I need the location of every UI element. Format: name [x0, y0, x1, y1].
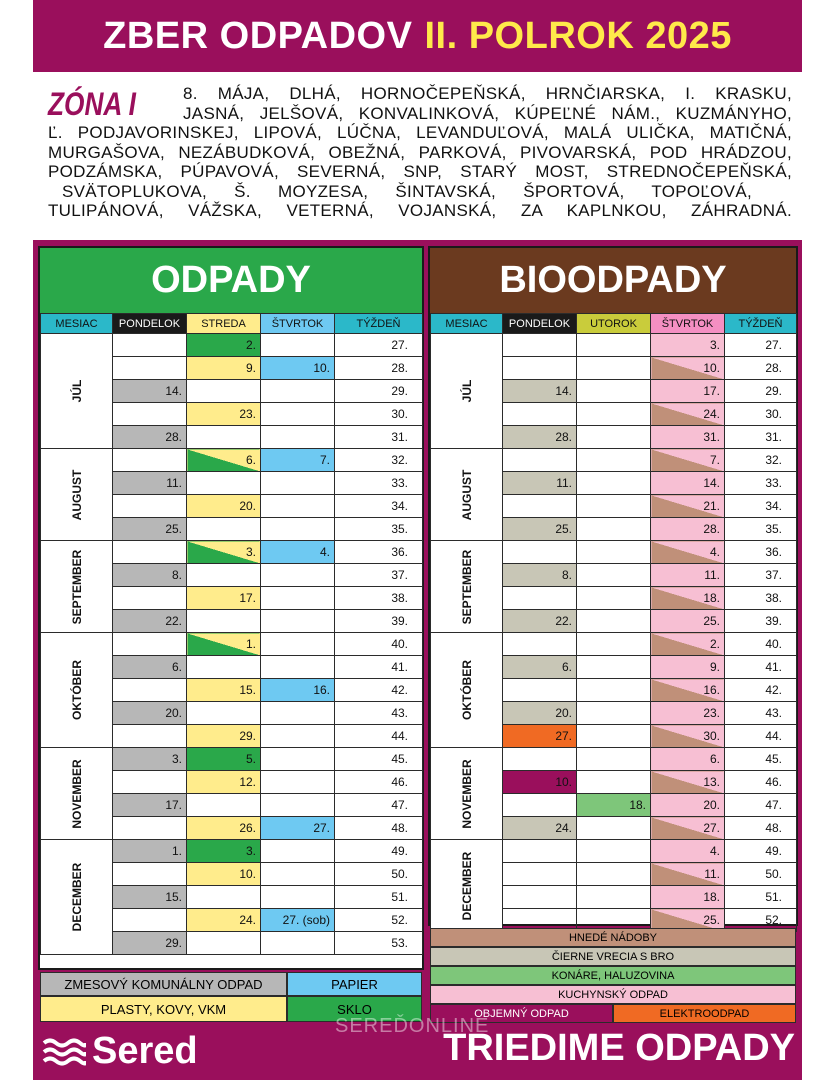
table-row	[41, 449, 423, 472]
date-cell	[187, 426, 261, 449]
date-cell	[187, 472, 261, 495]
date-cell	[577, 840, 651, 863]
date-cell	[187, 564, 261, 587]
date-cell: 23.	[651, 702, 725, 725]
month-label: AUGUST	[41, 449, 113, 541]
date-cell: 10.	[651, 357, 725, 380]
header-title: ZBER ODPADOV	[103, 14, 413, 57]
date-cell: 5.	[187, 748, 261, 771]
date-cell	[577, 541, 651, 564]
date-cell: 11.	[503, 472, 577, 495]
date-cell	[187, 518, 261, 541]
date-cell: 3.	[187, 541, 261, 564]
street-list	[48, 84, 792, 221]
week-cell: 45.	[725, 748, 797, 771]
odpady-table	[40, 313, 423, 955]
week-cell: 50.	[725, 863, 797, 886]
week-cell: 32.	[335, 449, 423, 472]
date-cell: 22.	[113, 610, 187, 633]
date-cell: 16.	[651, 679, 725, 702]
week-cell: 51.	[335, 886, 423, 909]
date-cell	[577, 679, 651, 702]
week-cell: 36.	[335, 541, 423, 564]
date-cell: 6.	[651, 748, 725, 771]
date-cell: 9.	[651, 656, 725, 679]
date-cell: 4.	[261, 541, 335, 564]
week-cell: 30.	[725, 403, 797, 426]
watermark: SEREĎONLINE	[335, 1015, 490, 1037]
week-cell: 38.	[335, 587, 423, 610]
week-cell: 52.	[725, 909, 797, 932]
date-cell	[261, 656, 335, 679]
date-cell	[113, 679, 187, 702]
date-cell: 25.	[651, 909, 725, 932]
week-cell: 33.	[335, 472, 423, 495]
legend-black-bags: ČIERNE VRECIA S BRO	[430, 947, 796, 966]
column-header: TÝŽDEŇ	[335, 314, 423, 334]
date-cell: 25.	[503, 518, 577, 541]
week-cell: 40.	[725, 633, 797, 656]
column-header: ŠTVRTOK	[261, 314, 335, 334]
date-cell	[577, 886, 651, 909]
date-cell	[261, 863, 335, 886]
week-cell: 32.	[725, 449, 797, 472]
date-cell: 10.	[503, 771, 577, 794]
date-cell	[503, 886, 577, 909]
street-line: MURGAŠOVA, NEZÁBUDKOVÁ, OBEŽNÁ, PARKOVÁ, PIVOVARSKÁ, POD HRÁDZOU,	[48, 142, 792, 162]
month-label: JÚL	[41, 334, 113, 449]
date-cell	[187, 886, 261, 909]
date-cell: 24.	[503, 817, 577, 840]
date-cell: 11.	[651, 863, 725, 886]
date-cell	[577, 380, 651, 403]
date-cell: 25.	[113, 518, 187, 541]
date-cell	[261, 380, 335, 403]
date-cell: 18.	[651, 587, 725, 610]
date-cell	[577, 748, 651, 771]
date-cell	[577, 449, 651, 472]
date-cell: 30.	[651, 725, 725, 748]
table-row	[431, 748, 797, 771]
date-cell	[113, 334, 187, 357]
week-cell: 48.	[335, 817, 423, 840]
date-cell	[113, 725, 187, 748]
date-cell: 20.	[187, 495, 261, 518]
date-cell: 6.	[187, 449, 261, 472]
week-cell: 37.	[335, 564, 423, 587]
date-cell: 17.	[187, 587, 261, 610]
week-cell: 34.	[725, 495, 797, 518]
month-label: DECEMBER	[431, 840, 503, 932]
sered-logo	[42, 1030, 198, 1073]
date-cell	[113, 909, 187, 932]
date-cell: 27.	[651, 817, 725, 840]
week-cell: 43.	[725, 702, 797, 725]
legend-kitchen-waste: KUCHYNSKÝ ODPAD	[430, 985, 796, 1004]
date-cell	[503, 403, 577, 426]
date-cell: 15.	[113, 886, 187, 909]
week-cell: 49.	[335, 840, 423, 863]
week-cell: 31.	[725, 426, 797, 449]
date-cell: 24.	[651, 403, 725, 426]
table-row	[41, 840, 423, 863]
date-cell	[113, 817, 187, 840]
table-row	[41, 541, 423, 564]
week-cell: 36.	[725, 541, 797, 564]
street-line: SVÄTOPLUKOVA, Š. MOYZESA, ŠINTAVSKÁ, ŠPORTOVÁ, TOPOĽOVÁ,	[62, 181, 752, 201]
date-cell	[577, 426, 651, 449]
date-cell: 3.	[187, 840, 261, 863]
column-header: PONDELOK	[113, 314, 187, 334]
date-cell: 20.	[113, 702, 187, 725]
legend-branches: KONÁRE, HALUZOVINA	[430, 966, 796, 985]
date-cell	[261, 426, 335, 449]
week-cell: 45.	[335, 748, 423, 771]
table-row	[431, 633, 797, 656]
date-cell: 8.	[503, 564, 577, 587]
date-cell	[503, 794, 577, 817]
week-cell: 27.	[335, 334, 423, 357]
week-cell: 38.	[725, 587, 797, 610]
date-cell	[577, 863, 651, 886]
table-header-row	[41, 314, 423, 334]
date-cell	[503, 863, 577, 886]
date-cell	[261, 886, 335, 909]
table-row	[431, 541, 797, 564]
date-cell	[261, 334, 335, 357]
street-line: JASNÁ, JELŠOVÁ, KONVALINKOVÁ, KÚPEĽNÉ NÁM., KUZMÁNYHO,	[183, 103, 792, 123]
date-cell: 28.	[651, 518, 725, 541]
header-period: II. POLROK 2025	[424, 14, 732, 57]
date-cell: 11.	[651, 564, 725, 587]
street-line: TULIPÁNOVÁ, VÁŽSKA, VETERNÁ, VOJANSKÁ, ZA KAPLNKOU, ZÁHRADNÁ.	[48, 201, 792, 220]
date-cell	[261, 794, 335, 817]
date-cell	[261, 771, 335, 794]
bio-table	[430, 313, 797, 932]
column-header: MESIAC	[431, 314, 503, 334]
week-cell: 35.	[335, 518, 423, 541]
date-cell	[113, 357, 187, 380]
logo-text: Sered	[92, 1030, 198, 1072]
date-cell: 14.	[503, 380, 577, 403]
date-cell	[503, 679, 577, 702]
table-row	[41, 633, 423, 656]
date-cell	[261, 403, 335, 426]
date-cell	[113, 863, 187, 886]
table-row	[431, 840, 797, 863]
date-cell	[113, 449, 187, 472]
street-line: 8. MÁJA, DLHÁ, HORNOČEPEŇSKÁ, HRNČIARSKA, I. KRASKU,	[183, 84, 792, 103]
date-cell: 4.	[651, 840, 725, 863]
date-cell	[187, 610, 261, 633]
week-cell: 52.	[335, 909, 423, 932]
date-cell: 7.	[261, 449, 335, 472]
date-cell: 23.	[187, 403, 261, 426]
column-header: MESIAC	[41, 314, 113, 334]
date-cell: 22.	[503, 610, 577, 633]
date-cell: 1.	[187, 633, 261, 656]
date-cell: 21.	[651, 495, 725, 518]
bio-title: BIOODPADY	[430, 248, 796, 313]
table-row	[41, 334, 423, 357]
month-label: DECEMBER	[41, 840, 113, 955]
date-cell	[577, 495, 651, 518]
date-cell: 2.	[651, 633, 725, 656]
date-cell	[261, 725, 335, 748]
month-label: NOVEMBER	[431, 748, 503, 840]
legend-mixed-waste: ZMESOVÝ KOMUNÁLNY ODPAD	[40, 972, 287, 996]
week-cell: 29.	[335, 380, 423, 403]
date-cell: 29.	[113, 932, 187, 955]
date-cell	[577, 587, 651, 610]
month-label: SEPTEMBER	[41, 541, 113, 633]
legend-bulky-waste: OBJEMNÝ ODPAD	[430, 1004, 613, 1023]
date-cell: 13.	[651, 771, 725, 794]
date-cell: 3.	[651, 334, 725, 357]
date-cell: 18.	[577, 794, 651, 817]
week-cell: 31.	[335, 426, 423, 449]
week-cell: 41.	[725, 656, 797, 679]
date-cell	[113, 771, 187, 794]
date-cell: 10.	[187, 863, 261, 886]
date-cell: 11.	[113, 472, 187, 495]
date-cell	[261, 495, 335, 518]
date-cell	[503, 748, 577, 771]
date-cell: 27.	[503, 725, 577, 748]
date-cell	[577, 403, 651, 426]
date-cell: 15.	[187, 679, 261, 702]
week-cell: 41.	[335, 656, 423, 679]
date-cell: 27. (sob)	[261, 909, 335, 932]
date-cell	[113, 633, 187, 656]
month-label: NOVEMBER	[41, 748, 113, 840]
month-label: OKTÓBER	[431, 633, 503, 748]
table-header-row	[431, 314, 797, 334]
month-label: AUGUST	[431, 449, 503, 541]
odpady-title: ODPADY	[40, 248, 422, 313]
week-cell: 30.	[335, 403, 423, 426]
date-cell	[577, 656, 651, 679]
week-cell: 33.	[725, 472, 797, 495]
legend-brown-bins: HNEDÉ NÁDOBY	[430, 928, 796, 947]
date-cell	[577, 472, 651, 495]
date-cell: 29.	[187, 725, 261, 748]
date-cell: 9.	[187, 357, 261, 380]
week-cell: 28.	[725, 357, 797, 380]
date-cell: 14.	[113, 380, 187, 403]
date-cell	[113, 587, 187, 610]
date-cell	[187, 794, 261, 817]
week-cell: 50.	[335, 863, 423, 886]
date-cell: 17.	[651, 380, 725, 403]
page-header	[33, 0, 802, 72]
date-cell	[261, 610, 335, 633]
date-cell	[187, 380, 261, 403]
date-cell: 2.	[187, 334, 261, 357]
table-row	[431, 449, 797, 472]
table-row	[41, 748, 423, 771]
date-cell	[577, 334, 651, 357]
date-cell: 4.	[651, 541, 725, 564]
month-label: SEPTEMBER	[431, 541, 503, 633]
week-cell: 53.	[335, 932, 423, 955]
date-cell	[261, 518, 335, 541]
date-cell: 28.	[503, 426, 577, 449]
month-label: OKTÓBER	[41, 633, 113, 748]
date-cell	[113, 541, 187, 564]
date-cell	[577, 633, 651, 656]
zone-title: ZÓNA I	[48, 86, 136, 122]
date-cell: 25.	[651, 610, 725, 633]
date-cell: 20.	[651, 794, 725, 817]
date-cell	[577, 725, 651, 748]
week-cell: 51.	[725, 886, 797, 909]
week-cell: 46.	[725, 771, 797, 794]
week-cell: 39.	[725, 610, 797, 633]
date-cell: 26.	[187, 817, 261, 840]
week-cell: 48.	[725, 817, 797, 840]
date-cell	[577, 610, 651, 633]
week-cell: 34.	[335, 495, 423, 518]
date-cell: 6.	[113, 656, 187, 679]
street-line: PODZÁMSKA, PÚPAVOVÁ, SEVERNÁ, SNP, STARÝ MOST, STREDNOČEPEŇSKÁ,	[48, 162, 792, 181]
column-header: ŠTVRTOK	[651, 314, 725, 334]
zone-section	[48, 84, 792, 234]
date-cell	[503, 840, 577, 863]
week-cell: 28.	[335, 357, 423, 380]
street-line: Ľ. PODJAVORINSKEJ, LIPOVÁ, LÚČNA, LEVANDUĽOVÁ, MALÁ ULIČKA, MATIČNÁ,	[48, 123, 792, 142]
date-cell: 12.	[187, 771, 261, 794]
week-cell: 42.	[725, 679, 797, 702]
date-cell	[261, 748, 335, 771]
legend-electro-waste: ELEKTROODPAD	[613, 1004, 796, 1023]
month-label: JÚL	[431, 334, 503, 449]
column-header: UTOROK	[577, 314, 651, 334]
date-cell: 8.	[113, 564, 187, 587]
date-cell: 17.	[113, 794, 187, 817]
date-cell	[187, 702, 261, 725]
date-cell	[503, 449, 577, 472]
date-cell	[503, 541, 577, 564]
date-cell	[577, 771, 651, 794]
column-header: TÝŽDEŇ	[725, 314, 797, 334]
date-cell	[261, 564, 335, 587]
date-cell	[503, 495, 577, 518]
date-cell: 6.	[503, 656, 577, 679]
week-cell: 44.	[335, 725, 423, 748]
week-cell: 29.	[725, 380, 797, 403]
date-cell: 14.	[651, 472, 725, 495]
date-cell	[577, 564, 651, 587]
date-cell: 18.	[651, 886, 725, 909]
date-cell	[577, 702, 651, 725]
week-cell: 40.	[335, 633, 423, 656]
footer-slogan: TRIEDIME ODPADY	[443, 1027, 795, 1069]
week-cell: 44.	[725, 725, 797, 748]
date-cell	[261, 633, 335, 656]
week-cell: 42.	[335, 679, 423, 702]
week-cell: 27.	[725, 334, 797, 357]
date-cell: 10.	[261, 357, 335, 380]
week-cell: 46.	[335, 771, 423, 794]
column-header: STREDA	[187, 314, 261, 334]
week-cell: 39.	[335, 610, 423, 633]
date-cell: 7.	[651, 449, 725, 472]
date-cell	[113, 403, 187, 426]
date-cell: 1.	[113, 840, 187, 863]
table-row	[431, 334, 797, 357]
legend-glass: SKLO	[287, 996, 422, 1022]
week-cell: 49.	[725, 840, 797, 863]
week-cell: 35.	[725, 518, 797, 541]
date-cell	[261, 472, 335, 495]
week-cell: 47.	[335, 794, 423, 817]
date-cell: 20.	[503, 702, 577, 725]
date-cell	[113, 495, 187, 518]
date-cell	[187, 656, 261, 679]
date-cell	[187, 932, 261, 955]
legend-plastic: PLASTY, KOVY, VKM	[40, 996, 287, 1022]
week-cell: 43.	[335, 702, 423, 725]
date-cell	[503, 587, 577, 610]
date-cell: 27.	[261, 817, 335, 840]
waves-icon	[42, 1037, 86, 1067]
date-cell: 28.	[113, 426, 187, 449]
legend-paper: PAPIER	[287, 972, 422, 996]
date-cell	[503, 357, 577, 380]
date-cell: 16.	[261, 679, 335, 702]
date-cell	[261, 932, 335, 955]
date-cell: 3.	[113, 748, 187, 771]
date-cell: 31.	[651, 426, 725, 449]
date-cell	[503, 334, 577, 357]
week-cell: 47.	[725, 794, 797, 817]
date-cell	[577, 357, 651, 380]
date-cell	[503, 633, 577, 656]
week-cell: 37.	[725, 564, 797, 587]
column-header: PONDELOK	[503, 314, 577, 334]
date-cell: 24.	[187, 909, 261, 932]
date-cell	[261, 587, 335, 610]
date-cell	[261, 702, 335, 725]
date-cell	[577, 817, 651, 840]
date-cell	[261, 840, 335, 863]
date-cell	[577, 518, 651, 541]
